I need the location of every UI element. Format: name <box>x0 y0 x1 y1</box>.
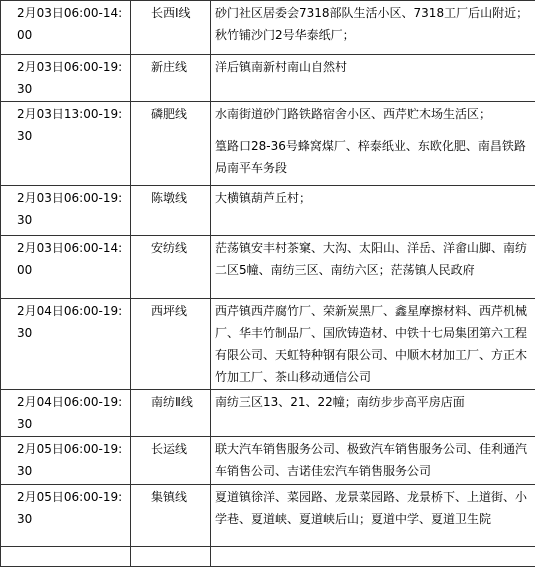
affected-areas: 南纺三区13、21、22幢；南纺步步高平房店面 <box>211 390 535 437</box>
affected-areas-part: 水南街道砂门路铁路宿舍小区、西芹贮木场生活区； <box>215 107 491 121</box>
line-name: 陈墩线 <box>131 186 211 236</box>
line-name: 长运线 <box>131 437 211 485</box>
affected-areas-part: 篁路口28-36号蜂窝煤厂、梓泰纸业、东欧化肥、南昌铁路局南平车务段 <box>215 139 526 175</box>
outage-time: 2月05日06:00-19:30 <box>1 437 131 485</box>
outage-time: 2月03日13:00-19:30 <box>1 102 131 186</box>
affected-areas <box>211 102 535 186</box>
table-row <box>1 299 535 390</box>
affected-areas: 洋后镇南新村南山自然村 <box>211 55 535 102</box>
outage-time: 2月04日06:00-19:30 <box>1 390 131 437</box>
table-row <box>1 55 535 102</box>
line-name: 磷肥线 <box>131 102 211 186</box>
affected-areas: 夏道镇徐洋、菜园路、龙景菜园路、龙景桥下、上道街、小学巷、夏道峡、夏道峡后山；夏道中学、夏道卫生院 <box>211 485 535 547</box>
table-row <box>1 1 535 55</box>
outage-time: 2月05日06:00-19:30 <box>1 485 131 547</box>
affected-areas: 茫荡镇安丰村茶窠、大沟、太阳山、洋岳、洋畲山脚、南纺二区5幢、南纺三区、南纺六区；茫荡镇人民政府 <box>211 236 535 299</box>
table-row <box>1 390 535 437</box>
table-row <box>1 102 535 186</box>
line-name: 新庄线 <box>131 55 211 102</box>
affected-areas: 西芹镇西芹腐竹厂、荣新炭黑厂、鑫星摩擦材料、西芹机械厂、华丰竹制品厂、国欣铸造材、中铁十七局集团第六工程有限公司、天虹特种钢有限公司、中顺木材加工厂、方正木竹加工厂、茶山移动通信公司 <box>211 299 535 390</box>
table-row <box>1 485 535 547</box>
line-name: 安纺线 <box>131 236 211 299</box>
affected-areas: 砂门社区居委会7318部队生活小区、7318工厂后山附近；秋竹铺沙门2号华泰纸厂； <box>211 1 535 55</box>
outage-time: 2月03日06:00-19:30 <box>1 55 131 102</box>
line-name: 集镇线 <box>131 485 211 547</box>
table-row <box>1 236 535 299</box>
outage-time: 2月03日06:00-19:30 <box>1 186 131 236</box>
line-name: 南纺Ⅱ线 <box>131 390 211 437</box>
affected-areas: 联大汽车销售服务公司、极致汽车销售服务公司、佳利通汽车销售公司、吉诺佳宏汽车销售服务公司 <box>211 437 535 485</box>
line-name: 长西Ⅰ线 <box>131 1 211 55</box>
table-row <box>1 186 535 236</box>
table-row <box>1 437 535 485</box>
affected-areas: 大横镇葫芦丘村； <box>211 186 535 236</box>
line-name: 西坪线 <box>131 299 211 390</box>
outage-time: 2月04日06:00-19:30 <box>1 299 131 390</box>
outage-time: 2月03日06:00-14:00 <box>1 236 131 299</box>
outage-time: 2月03日06:00-14:00 <box>1 1 131 55</box>
